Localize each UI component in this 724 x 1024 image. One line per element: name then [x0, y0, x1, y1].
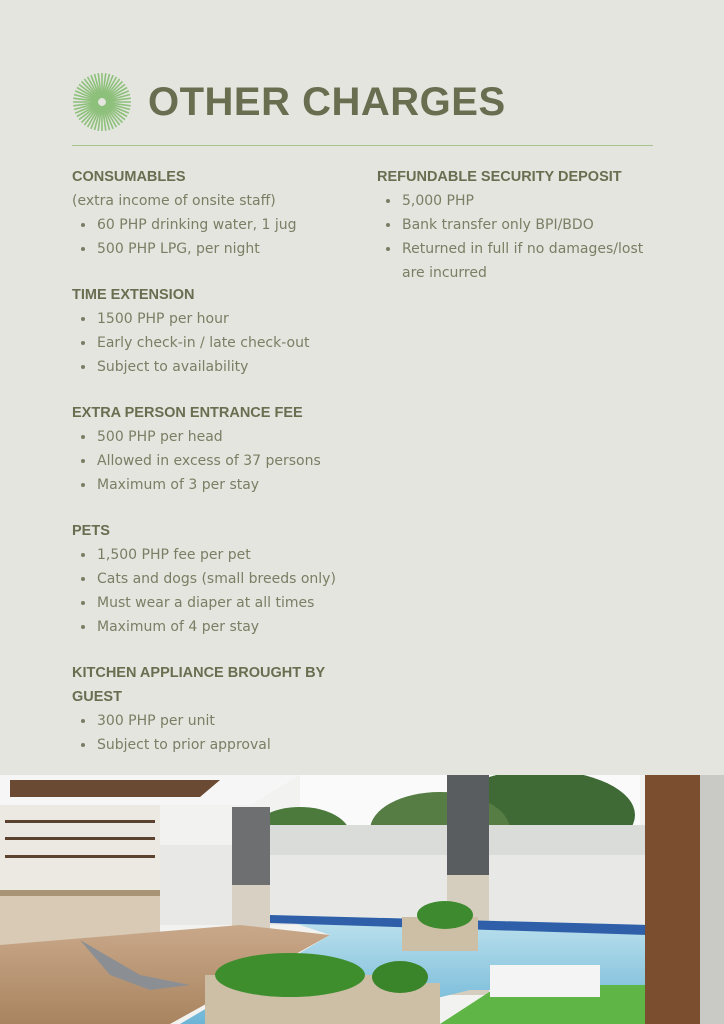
list-item: Subject to availability — [72, 355, 362, 379]
page-title: OTHER CHARGES — [148, 80, 506, 124]
section-kitchen-appliance — [72, 661, 362, 757]
list-item: Bank transfer only BPI/BDO — [377, 213, 667, 237]
section-note: (extra income of onsite staff) — [72, 193, 276, 209]
list-item: Cats and dogs (small breeds only) — [72, 567, 362, 591]
bullet-list — [377, 189, 667, 285]
list-item: Maximum of 4 per stay — [72, 615, 362, 639]
list-item: 1500 PHP per hour — [72, 307, 362, 331]
section-consumables — [72, 165, 362, 261]
page-header — [72, 72, 506, 132]
bullet-list — [72, 307, 362, 379]
section-extra-person — [72, 401, 362, 497]
list-item: 60 PHP drinking water, 1 jug — [72, 213, 362, 237]
section-security-deposit — [377, 165, 667, 285]
sunburst-icon — [72, 72, 132, 132]
section-pets — [72, 519, 362, 639]
list-item: 500 PHP per head — [72, 425, 362, 449]
bullet-list — [72, 213, 362, 261]
title-divider — [72, 145, 653, 146]
bullet-list — [72, 425, 362, 497]
section-heading: PETS — [72, 523, 110, 539]
list-item: 500 PHP LPG, per night — [72, 237, 362, 261]
list-item: 1,500 PHP fee per pet — [72, 543, 362, 567]
list-item: Early check-in / late check-out — [72, 331, 362, 355]
list-item: Subject to prior approval — [72, 733, 362, 757]
left-column — [72, 165, 362, 779]
section-time-extension — [72, 283, 362, 379]
bullet-list — [72, 709, 362, 757]
section-heading: KITCHEN APPLIANCE BROUGHT BY GUEST — [72, 665, 325, 705]
section-heading: CONSUMABLES — [72, 169, 186, 185]
list-item: 5,000 PHP — [377, 189, 667, 213]
section-heading: TIME EXTENSION — [72, 287, 195, 303]
bullet-list — [72, 543, 362, 639]
section-heading: REFUNDABLE SECURITY DEPOSIT — [377, 169, 622, 185]
pool-area-photo — [0, 775, 724, 1024]
list-item: Maximum of 3 per stay — [72, 473, 362, 497]
list-item: 300 PHP per unit — [72, 709, 362, 733]
right-column — [377, 165, 667, 307]
list-item: Allowed in excess of 37 persons — [72, 449, 362, 473]
section-heading: EXTRA PERSON ENTRANCE FEE — [72, 405, 303, 421]
list-item: Returned in full if no damages/lost are incurred — [377, 237, 667, 285]
list-item: Must wear a diaper at all times — [72, 591, 362, 615]
